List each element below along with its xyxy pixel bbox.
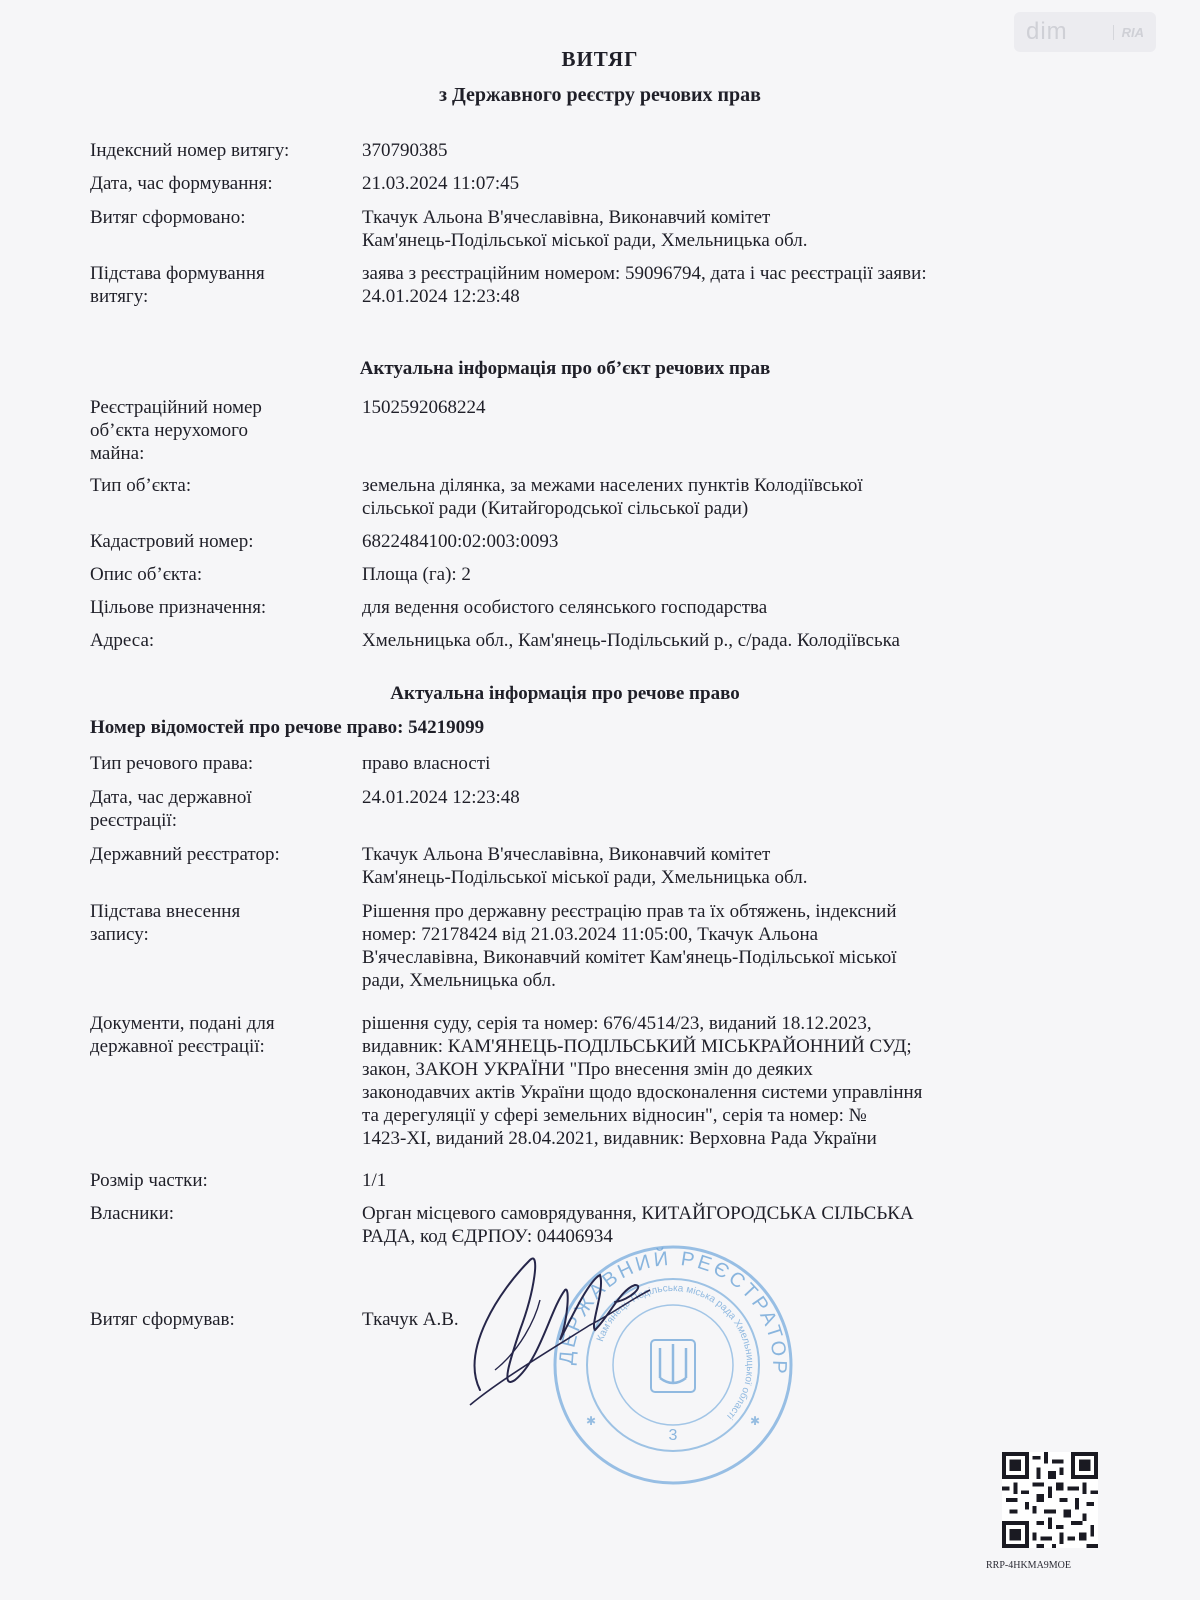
- cadastral-value: 6822484100:02:003:0093: [362, 531, 559, 552]
- type-value-line: земельна ділянка, за межами населених пунктів Колодіївської: [362, 475, 863, 496]
- formed-value-line: Ткачук Альона В'ячеславівна, Виконавчий комітет: [362, 207, 771, 228]
- index-label: Індексний номер витягу:: [90, 140, 290, 161]
- share-value: 1/1: [362, 1170, 387, 1191]
- registrar-value-line: Кам'янець-Подільської міської ради, Хмельницька обл.: [362, 867, 808, 888]
- right-type-label: Тип речового права:: [90, 753, 254, 774]
- reg-date-value: 24.01.2024 12:23:48: [362, 787, 520, 808]
- desc-value: Площа (га): 2: [362, 564, 471, 585]
- formed-by-value: Ткачук А.В.: [362, 1309, 459, 1330]
- purpose-label: Цільове призначення:: [90, 597, 267, 618]
- reg-date-label-line: реєстрації:: [90, 810, 177, 831]
- record-basis-value-line: номер: 72178424 від 21.03.2024 11:05:00, Ткачук Альона: [362, 924, 819, 945]
- registrar-label: Державний реєстратор:: [90, 844, 280, 865]
- date-label: Дата, час формування:: [90, 173, 273, 194]
- reg-label-line: майна:: [90, 443, 145, 464]
- watermark-ria: RIA: [1113, 25, 1144, 40]
- index-value: 370790385: [362, 140, 448, 161]
- stamp-number: 3: [668, 1427, 678, 1444]
- documents-label-line: державної реєстрації:: [90, 1036, 265, 1057]
- registrar-value-line: Ткачук Альона В'ячеславівна, Виконавчий комітет: [362, 844, 771, 865]
- document-subtitle: з Державного реєстру речових прав: [439, 84, 761, 106]
- watermark-dim: dim: [1026, 18, 1068, 45]
- owners-value-line: Орган місцевого самоврядування, КИТАЙГОРОДСЬКА СІЛЬСЬКА: [362, 1203, 914, 1224]
- basis-label-line: Підстава формування: [90, 263, 265, 284]
- cadastral-label: Кадастровий номер:: [90, 531, 254, 552]
- right-type-value: право власності: [362, 753, 491, 774]
- reg-date-label-line: Дата, час державної: [90, 787, 252, 808]
- record-basis-label-line: Підстава внесення: [90, 901, 241, 922]
- reg-label-line: об’єкта нерухомого: [90, 420, 248, 441]
- right-section-heading: Актуальна інформація про речове право: [390, 683, 740, 704]
- reg-label-line: Реєстраційний номер: [90, 397, 262, 418]
- formed-label: Витяг сформовано:: [90, 207, 246, 228]
- owners-label: Власники:: [90, 1203, 175, 1224]
- basis-label-line: витягу:: [90, 286, 149, 307]
- stamp-star-icon: ✱: [750, 1414, 761, 1428]
- basis-value-line: 24.01.2024 12:23:48: [362, 286, 520, 307]
- record-basis-label-line: запису:: [90, 924, 149, 945]
- record-basis-value-line: ради, Хмельницька обл.: [362, 970, 556, 991]
- qr-code-icon: [1002, 1452, 1098, 1548]
- basis-value-line: заява з реєстраційним номером: 59096794, дата і час реєстрації заяви:: [362, 263, 927, 284]
- desc-label: Опис об’єкта:: [90, 564, 203, 585]
- documents-value-line: закон, ЗАКОН УКРАЇНИ "Про внесення змін до деяких: [362, 1059, 813, 1080]
- documents-value-line: видавник: КАМ'ЯНЕЦЬ-ПОДІЛЬСЬКИЙ МІСЬКРАЙОННИЙ СУД;: [362, 1036, 912, 1057]
- record-basis-value-line: Рішення про державну реєстрацію прав та їх обтяжень, індексний: [362, 901, 897, 922]
- object-section-heading: Актуальна інформація про об’єкт речових прав: [359, 358, 771, 379]
- documents-value-line: та дерегуляції у сфері земельних відносин", серія та номер: №: [362, 1105, 867, 1126]
- owners-value-line: РАДА, код ЄДРПОУ: 04406934: [362, 1226, 613, 1247]
- dimria-watermark: [1014, 12, 1156, 52]
- documents-value-line: рішення суду, серія та номер: 676/4514/23, виданий 18.12.2023,: [362, 1013, 872, 1034]
- stamp-inner-text: Кам'янець-Подільська міська рада Хмельницької області: [595, 1282, 756, 1422]
- type-value-line: сільської ради (Китайгородської сільської ради): [362, 498, 749, 519]
- formed-value-line: Кам'янець-Подільської міської ради, Хмельницька обл.: [362, 230, 808, 251]
- documents-label-line: Документи, подані для: [90, 1013, 275, 1034]
- record-basis-value-line: В'ячеславівна, Виконавчий комітет Кам'янець-Подільської міської: [362, 947, 897, 968]
- stamp-star-icon: ✱: [586, 1414, 597, 1428]
- handwritten-signature: [440, 1230, 660, 1420]
- documents-value-line: законодавчих актів України щодо вдосконалення системи управління: [362, 1082, 923, 1103]
- qr-code-label: RRP-4HKMA9MOE: [986, 1560, 1072, 1571]
- reg-value: 1502592068224: [362, 397, 486, 418]
- document-title: ВИТЯГ: [561, 47, 639, 71]
- formed-by-label: Витяг сформував:: [90, 1309, 235, 1330]
- purpose-value: для ведення особистого селянського господарства: [362, 597, 768, 618]
- type-label: Тип об’єкта:: [90, 475, 192, 496]
- date-value: 21.03.2024 11:07:45: [362, 173, 520, 194]
- documents-value-line: 1423-XI, виданий 28.04.2021, видавник: Верховна Рада України: [362, 1128, 877, 1149]
- address-value: Хмельницька обл., Кам'янець-Подільський р., с/рада. Колодіївська: [362, 630, 900, 651]
- address-label: Адреса:: [90, 630, 155, 651]
- right-number-line: Номер відомостей про речове право: 54219099: [90, 717, 485, 738]
- stamp-outer-text: ДЕРЖАВНИЙ РЕЄСТРАТОР: [555, 1247, 791, 1377]
- share-label: Розмір частки:: [90, 1170, 208, 1191]
